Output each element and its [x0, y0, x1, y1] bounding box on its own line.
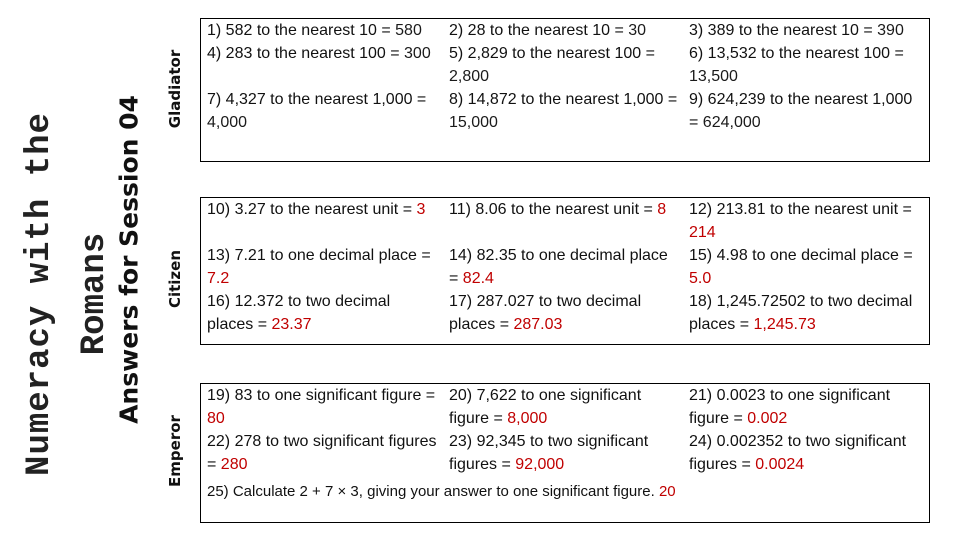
question-cell — [443, 430, 683, 476]
answer-text: 8 — [657, 201, 667, 218]
question-cell — [201, 198, 443, 244]
question-text: 10) 3.27 to the nearest unit = — [207, 201, 417, 218]
question-cell — [443, 384, 683, 430]
level-label-emperor: Emperor — [166, 415, 184, 487]
answer-text: 580 — [395, 22, 422, 39]
question-cell — [201, 19, 443, 42]
answer-text: 214 — [689, 224, 716, 241]
answer-text: 80 — [207, 410, 225, 427]
question-cell — [201, 430, 443, 476]
question-text: 20) 7,622 to one significant figure = — [449, 387, 642, 427]
question-cell — [683, 88, 929, 134]
title-line-1: Numeracy with the — [21, 112, 59, 476]
answer-text: 30 — [628, 22, 647, 39]
question-cell — [201, 290, 443, 336]
question-text: 14) 82.35 to one decimal place = — [449, 247, 668, 287]
question-cell — [683, 19, 929, 42]
title-line-3: Answers for Session 04 — [114, 95, 144, 424]
question-text: 23) 92,345 to two significant figures = — [449, 433, 649, 473]
question-text: 6) 13,532 to the nearest 100 = — [689, 45, 904, 62]
question-cell — [683, 430, 929, 476]
final-question — [201, 476, 929, 502]
question-text: 7) 4,327 to the nearest 1,000 = — [207, 91, 427, 108]
question-cell — [443, 88, 683, 134]
question-cell — [683, 290, 929, 336]
answer-text: 20 — [658, 483, 676, 500]
answer-text: 300 — [404, 45, 431, 62]
answer-text: 2,800 — [449, 68, 490, 85]
question-cell — [443, 290, 683, 336]
citizen-block — [200, 197, 930, 345]
answer-text: 13,500 — [689, 68, 738, 85]
question-text: 24) 0.002352 to two significant figures = — [689, 433, 907, 473]
question-text: 17) 287.027 to two decimal places = — [449, 293, 642, 333]
question-text: 19) 83 to one significant figure = — [207, 387, 436, 404]
question-text: 2) 28 to the nearest 10 = — [449, 22, 629, 39]
answer-text: 1,245.73 — [753, 316, 816, 333]
question-cell — [201, 244, 443, 290]
question-text: 15) 4.98 to one decimal place = — [689, 247, 913, 264]
question-text: 5) 2,829 to the nearest 100 = — [449, 45, 655, 62]
question-text: 12) 213.81 to the nearest unit = — [689, 201, 912, 218]
answer-text: 5.0 — [689, 270, 712, 287]
answer-text: 4,000 — [207, 114, 248, 131]
answer-text: 0.0024 — [755, 456, 805, 473]
question-cell — [201, 384, 443, 430]
question-cell — [683, 198, 929, 244]
answer-text: 23.37 — [271, 316, 312, 333]
question-text: 21) 0.0023 to one significant figure = — [689, 387, 891, 427]
question-text: 22) 278 to two significant figures = — [207, 433, 437, 473]
answer-text: 92,000 — [515, 456, 565, 473]
question-text: 9) 624,239 to the nearest 1,000 = — [689, 91, 913, 131]
answer-text: 3 — [416, 201, 426, 218]
question-cell — [683, 384, 929, 430]
question-text: 16) 12.372 to two decimal places = — [207, 293, 391, 333]
question-cell — [443, 42, 683, 88]
answer-text: 7.2 — [207, 270, 230, 287]
gladiator-block — [200, 18, 930, 162]
answer-text: 280 — [220, 456, 248, 473]
question-text: 8) 14,872 to the nearest 1,000 = — [449, 91, 678, 108]
level-label-gladiator: Gladiator — [166, 49, 184, 129]
question-cell — [201, 88, 443, 134]
citizen-questions — [201, 198, 929, 336]
emperor-questions — [201, 384, 929, 476]
question-cell — [683, 244, 929, 290]
gladiator-questions — [201, 19, 929, 134]
question-text: 18) 1,245.72502 to two decimal places = — [689, 293, 913, 333]
question-cell — [443, 198, 683, 244]
question-text: 3) 389 to the nearest 10 = — [689, 22, 878, 39]
answer-text: 15,000 — [449, 114, 498, 131]
title-line-2: Romans — [76, 232, 114, 356]
answer-text: 82.4 — [462, 270, 494, 287]
answer-text: 624,000 — [702, 114, 761, 131]
question-cell — [443, 244, 683, 290]
question-text: 13) 7.21 to one decimal place = — [207, 247, 431, 264]
answer-text: 0.002 — [747, 410, 788, 427]
level-label-citizen: Citizen — [166, 249, 184, 309]
question-text: 4) 283 to the nearest 100 = — [207, 45, 405, 62]
answer-text: 8,000 — [507, 410, 548, 427]
answer-text: 390 — [877, 22, 904, 39]
answer-text: 287.03 — [513, 316, 563, 333]
question-cell — [201, 42, 443, 88]
question-text: 1) 582 to the nearest 10 = — [207, 22, 396, 39]
question-cell — [443, 19, 683, 42]
question-text: 11) 8.06 to the nearest unit = — [449, 201, 658, 218]
question-text: 25) Calculate 2 + 7 × 3, giving your answer to one significant figure. — [207, 483, 659, 500]
question-cell — [683, 42, 929, 88]
emperor-block — [200, 383, 930, 523]
